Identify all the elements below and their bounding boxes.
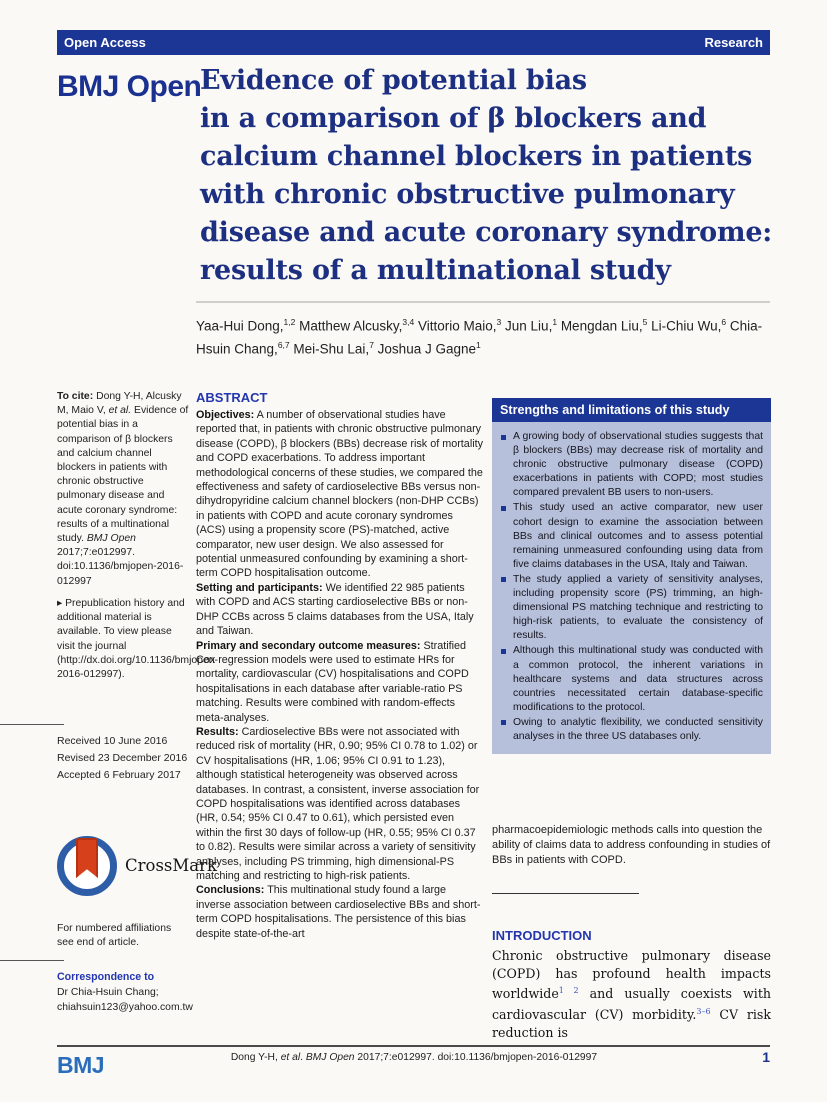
bmj-logo: BMJ [57,1052,105,1078]
crossmark-label: CrossMark [125,855,217,875]
sidebar-divider [0,724,64,725]
article-title-line: in a comparison of β blockers and [200,103,707,134]
journal-logo: BMJ Open [57,70,202,103]
strengths-bullet-item: The study applied a variety of sensitivity analyses, including propensity score (PS) trimming, an high-dimensional PS matching technique and restricting to high-risk patients, to evaluate the consistency of results. [500,573,763,643]
page-number: 1 [762,1049,770,1065]
article-title-line: with chronic obstructive pulmonary [200,179,735,210]
strengths-box-body [492,422,771,754]
strengths-bullet-item: This study used an active comparator, new user cohort design to examine the association between BBs and clinical outcomes and to assess potential remaining unmeasured confounding using data from five claims databases in the USA, Italy and Taiwan. [500,501,763,571]
strengths-limitations-box [492,398,771,754]
open-access-banner [57,30,770,55]
introduction-heading: INTRODUCTION [492,928,592,943]
abstract-continuation: pharmacoepidemiologic methods calls into question the ability of claims data to address confounding in studies of BBs in patients with COPD. [492,824,771,866]
correspondence-block [57,970,193,1015]
footer-citation: Dong Y-H, et al. BMJ Open 2017;7:e012997. doi:10.1136/bmjopen-2016-012997 [230,1052,598,1063]
abstract-paragraph [196,639,483,725]
accepted-date: Accepted 6 February 2017 [57,769,181,781]
affiliations-note: For numbered affiliations see end of article. [57,923,172,949]
abstract-paragraph-text: Cardioselective BBs were not associated with reduced risk of mortality (HR, 0.90; 95% CI 0.78 to 1.02) or CV hospitalisations (HR, 1.06; 95% CI 0.91 to 1.23), although statistical heterogeneity was observed across databases. In contrast, a consistent, inverse association for COPD hospitalisations was identified across databases (HR, 0.54; 95% CI 0.47 to 0.61), which persisted even within the first 30 days of follow-up (HR, 0.55; 95% CI 0.37 to 0.82). Results were similar across a variety of sensitivity analyses, including PS trimming, high dimensional-PS matching and restricting to high-risk patients. [196,725,480,882]
abstract-heading: ABSTRACT [196,390,268,405]
strengths-bullet-item: A growing body of observational studies suggests that β blockers (BBs) may decrease risk of mortality and chronic obstructive pulmonary disease (COPD) exacerbations in patients with COPD; most studies compared prevalent BB users to non-users. [500,430,763,500]
abstract-paragraph [196,581,483,639]
introduction-paragraph: Chronic obstructive pulmonary disease (COPD) has profound health impacts worldwide$^{1 2}$ and usually coexists with cardiovascular (CV) morbidity.$^{3-6}$ CV risk reduction is [492,948,771,1040]
abstract-paragraph [196,408,483,581]
history-dates [57,733,189,784]
reference-link[interactable]: 3–6 [696,1006,711,1016]
correspondence-label: Correspondence to [57,971,155,983]
strengths-bullet-item: Although this multinational study was conducted with a common protocol, the inherent variations in healthcare systems and data structures across countries necessitated certain database-specific modifications to the protocol. [500,644,763,714]
correspondence-email[interactable]: chiahsuin123@yahoo.com.tw [57,1002,193,1013]
revised-date: Revised 23 December 2016 [57,752,188,764]
authors-line: Yaa-Hui Dong,$^{1,2}$ Matthew Alcusky,$^{3,4}$ Vittorio Maio,$^3$ Jun Liu,$^1$ Mengdan Liu,$^5$ Li-Chiu Wu,$^6$ Chia-Hsuin Chang,$^{6,7}$ Mei-Shu Lai,$^7$ Joshua J Gagne$^1$ [196,301,770,358]
abstract-paragraph [196,883,483,941]
footer-rule [57,1045,770,1047]
abstract-paragraph-text: We identified 22 985 patients with COPD and ACS starting cardioselective BBs or non-DHP CCBs across 5 claims databases from the USA, Italy and Taiwan. [196,581,474,638]
abstract-paragraph-label: Conclusions: [196,884,265,897]
prepublication-note: ▸ Prepublication history and additional material is available. To view please visit the journal (http://dx.doi.org/10.1136/bmjopen-2016-012997). [57,598,218,681]
abstract-paragraph-text: Stratified Cox regression models were used to estimate HRs for mortality, cardiovascular (CV) hospitalisations and COPD hospitalisations in each database after variable-ratio PS matching. Results were combined with random-effects meta-analyses. [196,639,469,724]
abstract-paragraph-label: Setting and participants: [196,581,323,594]
abstract-section [196,390,483,941]
article-title-line: disease and acute coronary syndrome: [200,217,773,248]
abstract-paragraph-text: This multinational study found a large inverse association between cardioselective BBs and short-term COPD hospitalisations. The persistence of this bias despite state-of-the-art [196,884,481,940]
citation-note: To cite: Dong Y-H, Alcusky M, Maio V, et al. Evidence of potential bias in a comparison of β blockers and calcium channel blockers in patients with chronic obstructive pulmonary disease and acute coronary syndrome: results of a multinational study. BMJ Open 2017;7:e012997. doi:10.1136/bmjopen-2016-012997 [57,391,189,587]
section-divider [492,893,639,894]
abstract-body [196,408,483,941]
article-title-line: results of a multinational study [200,255,671,286]
open-access-label: Open Access [64,35,146,50]
article-title-line: calcium channel blockers in patients [200,141,753,172]
abstract-paragraph-label: Results: [196,725,239,738]
research-label: Research [704,35,763,50]
strengths-box-heading: Strengths and limitations of this study [492,398,771,422]
correspondence-name: Dr Chia-Hsuin Chang; [57,987,159,998]
strengths-bullet-list [500,430,763,744]
crossmark-ribbon-icon [76,838,98,878]
crossmark-icon[interactable] [57,836,117,896]
reference-link[interactable]: 1 2 [558,986,579,996]
received-date: Received 10 June 2016 [57,735,168,747]
abstract-paragraph-label: Objectives: [196,409,255,421]
abstract-paragraph [196,725,483,883]
strengths-bullet-item: Owing to analytic flexibility, we conducted sensitivity analyses in the three US databases only. [500,716,763,744]
crossmark-badge[interactable] [57,836,217,896]
sidebar-divider [0,960,64,961]
abstract-paragraph-text: A number of observational studies have reported that, in patients with chronic obstructive pulmonary disease (COPD), β blockers (BBs) decrease risk of mortality and COPD exacerbations. To address important methodological concerns of these studies, we compared the effectiveness and safety of cardioselective BBs versus non-dihydropyridine calcium channel blockers (non-DHP CCBs) in patients with COPD and acute coronary syndromes (ACS) using a propensity score (PS)-matched, active comparator, new user design. We also assessed for potential unmeasured confounding by examining a short-term COPD hospitalisation outcome. [196,409,484,580]
article-title [200,62,780,290]
abstract-paragraph-label: Primary and secondary outcome measures: [196,639,421,652]
article-title-line: Evidence of potential bias [200,65,587,96]
